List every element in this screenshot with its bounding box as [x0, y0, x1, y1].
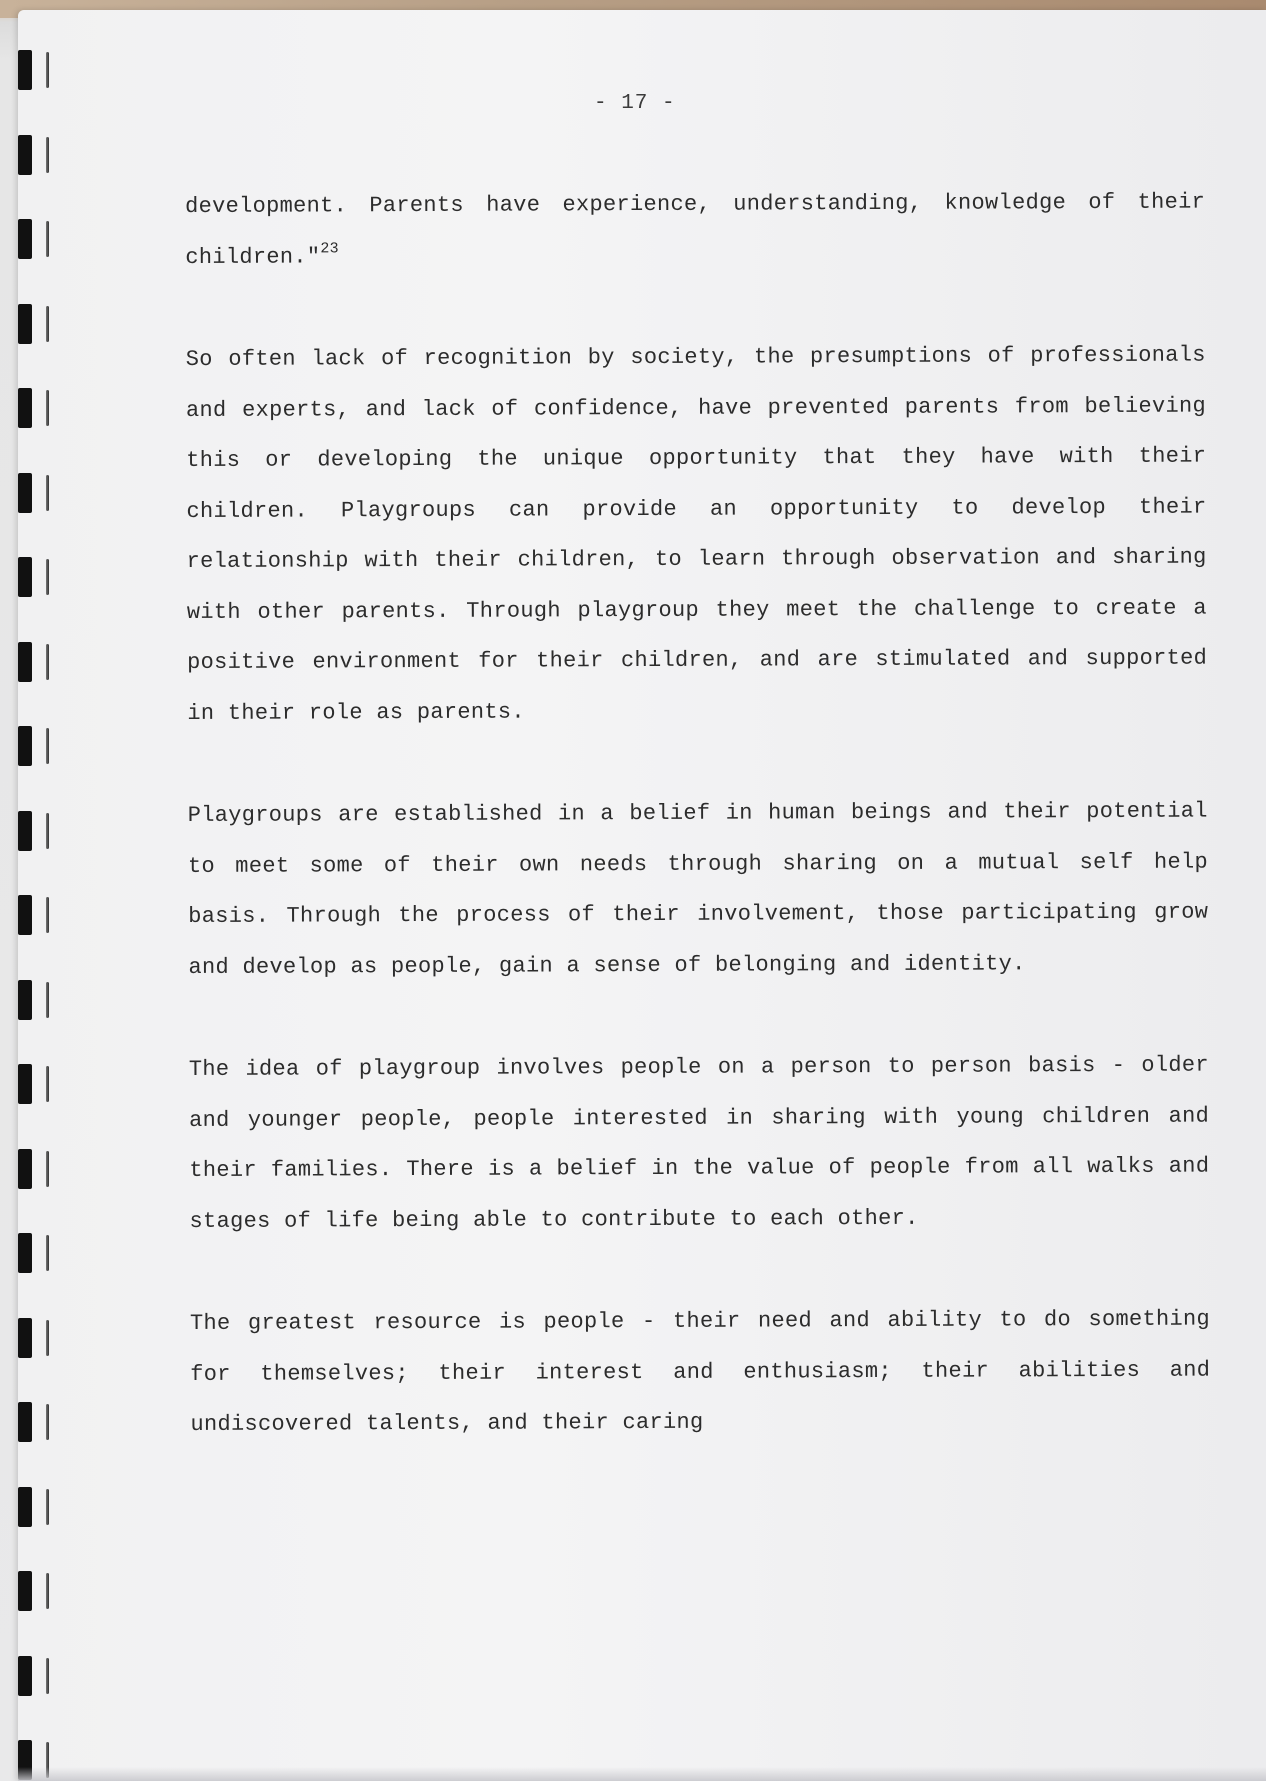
- binding-ring: [18, 1571, 52, 1611]
- binding-ring: [18, 1064, 52, 1104]
- paragraph-1-text: development. Parents have experience, understanding, knowledge of their children.": [185, 189, 1206, 270]
- binding-ring: [18, 895, 52, 935]
- page-bottom-edge: [18, 1767, 1266, 1781]
- binding-ring: [18, 980, 52, 1020]
- page-number: - 17 -: [594, 92, 676, 115]
- binding-ring: [18, 473, 52, 513]
- binding-ring: [18, 642, 52, 682]
- binding-ring: [18, 135, 52, 175]
- binding-ring: [18, 219, 52, 259]
- spiral-binding: [18, 50, 58, 1750]
- footnote-marker: 23: [320, 239, 339, 257]
- binding-ring: [18, 1656, 52, 1696]
- paragraph-5: The greatest resource is people - their need and ability to do something for themselves; their interest and enthusiasm; their abilities and undiscovered talents, and their caring: [189, 1306, 1211, 1437]
- binding-ring: [18, 811, 52, 851]
- binding-ring: [18, 557, 52, 597]
- binding-ring: [18, 1149, 52, 1189]
- paragraph-3: Playgroups are established in a belief in human beings and their potential to meet some of their own needs through sharing on a mutual self help basis. Through the process of their involvement, those participating grow and develop as people, gain a sense of belonging and identity.: [187, 798, 1209, 980]
- paragraph-2: So often lack of recognition by society, the presumptions of professionals and experts, and lack of confidence, have prevented parents from believing this or developing the unique opportunity that they have with their children. Playgroups can provide an opportunity to develop their relationship with their children, to learn through observation and sharing with other parents. Through playgroup they meet the challenge to create a positive environment for their children, and are stimulated and supported in their role as parents.: [185, 342, 1208, 726]
- binding-ring: [18, 726, 52, 766]
- binding-ring: [18, 304, 52, 344]
- binding-ring: [18, 1233, 52, 1273]
- binding-ring: [18, 388, 52, 428]
- document-page: [18, 10, 1266, 1781]
- binding-ring: [18, 1318, 52, 1358]
- binding-ring: [18, 1487, 52, 1527]
- binding-ring: [18, 1402, 52, 1442]
- paragraph-4: The idea of playgroup involves people on a person to person basis - older and younger people, people interested in sharing with young children and their families. There is a belief in the value of people from all walks and stages of life being able to contribute to each other.: [188, 1052, 1210, 1234]
- body-text: [185, 178, 1211, 1451]
- binding-ring: [18, 50, 52, 90]
- paragraph-1: [185, 178, 1205, 283]
